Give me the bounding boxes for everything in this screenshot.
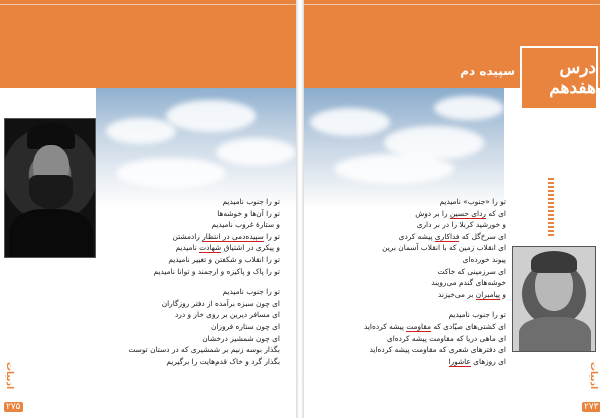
poem-line-text: تو را جنوب نامیدیم — [222, 287, 280, 297]
poem-line-text: ای سرخ‌گل که — [459, 231, 506, 241]
highlighted-phrase: ردای حسین — [449, 208, 486, 218]
poem-line-text: پیشه کرده‌اید — [363, 321, 407, 331]
poem-line — [120, 356, 280, 368]
poem-line — [120, 298, 280, 310]
poem-line — [330, 266, 506, 278]
right-cloud-image — [304, 88, 504, 208]
stanza-gap — [330, 300, 506, 309]
poem-line — [330, 289, 506, 301]
poem-line-text: نامیدیم — [175, 243, 200, 253]
poem-line-text: ای دفترهای شعری که مقاومت پیشه کرده‌اید — [369, 345, 506, 355]
poem-line-text: بر می‌خیزند — [438, 289, 476, 299]
poem-line — [330, 242, 506, 254]
poem-line-text: بگذار بوسه زنیم بر شمشیری که در دستان توست — [128, 345, 280, 355]
left-header-band — [0, 0, 296, 88]
poem-line-text: تو را جنوب نامیدیم — [222, 197, 280, 206]
poem-line — [120, 309, 280, 321]
left-cloud-image — [96, 88, 296, 208]
poem-line — [120, 242, 280, 254]
poem-line — [330, 208, 506, 220]
poem-line-text: تو را — [263, 231, 280, 241]
poem-line-text: و ستارهٔ غروب نامیدیم — [211, 220, 280, 230]
poem-line-text: ای ماهی دریا که مقاومت پیشه کرده‌ای — [386, 333, 506, 343]
decorative-dots — [548, 178, 554, 238]
poem-line — [330, 277, 506, 289]
poem-line — [120, 196, 280, 208]
poem-line — [330, 333, 506, 345]
highlighted-phrase: فداکاری — [434, 231, 460, 241]
poem-line — [330, 321, 506, 333]
right-page-number: ۲۷۳ — [584, 402, 599, 412]
right-side-marker: ادبیات — [588, 362, 598, 390]
poem-line — [330, 196, 506, 208]
poem-line-text: تو را آن‌ها و خوشه‌ها — [217, 208, 280, 218]
poem-line-text: ای چون ستاره فروزان — [210, 321, 280, 331]
poem-line-text: ای کشتی‌های صیّادی که — [431, 321, 506, 331]
poem-line-text: ای چون شمشیر درخشان — [202, 333, 280, 343]
poem-line-text: و پیکری در اشتیاق — [221, 243, 280, 253]
poem-line — [330, 356, 506, 368]
left-poem — [120, 196, 280, 367]
poem-line-text: خوشه‌های گندم می‌رویند — [431, 278, 506, 288]
poem-line — [120, 254, 280, 266]
right-portrait-image — [512, 246, 596, 352]
poem-line-text: و خورشید کربلا را در بر داری — [416, 220, 506, 230]
poem-line-text: تو را پاک و پاکیزه و ارجمند و توانا نامیدیم — [153, 266, 280, 276]
poem-line-text: ای چون سبزه برآمده از دفتر روزگاران — [161, 298, 280, 308]
book-gutter — [296, 0, 304, 418]
poem-line — [330, 344, 506, 356]
poem-line-text: ای که — [485, 208, 506, 218]
poem-line-text: پیشه کردی — [398, 231, 435, 241]
highlighted-phrase: پیامبران — [475, 289, 501, 299]
left-page-number: ۲۷۵ — [6, 402, 21, 412]
poem-line-text: رادمشتن — [172, 231, 203, 241]
left-side-marker: ادبیات — [4, 362, 14, 390]
poem-line — [330, 219, 506, 231]
poem-line — [120, 266, 280, 278]
poem-line — [120, 219, 280, 231]
poem-line-text: ای روزهای — [470, 356, 506, 366]
poem-line — [330, 231, 506, 243]
stanza-gap — [120, 277, 280, 286]
poem-line-text: را بر دوش — [415, 208, 450, 218]
poem-line-text: بگذار گرد و خاک قدم‌هایت را برگیریم — [166, 356, 280, 366]
poem-line-text: تو را جنوب نامیدیم — [448, 310, 506, 320]
poem-line — [120, 333, 280, 345]
poem-line — [330, 309, 506, 321]
lesson-label: درس هفدهم — [549, 58, 596, 98]
poem-line-text: ای سرزمینی که خاکت — [437, 266, 506, 276]
poem-line-text: و — [500, 289, 506, 299]
right-poem — [330, 196, 506, 367]
poem-line — [120, 344, 280, 356]
poem-line — [120, 286, 280, 298]
poem-line — [330, 254, 506, 266]
poem-line-text: تو را «جنوب» نامیدیم — [439, 197, 506, 206]
poem-line-text: تو را انقلاب و شکفتن و تغییر نامیدیم — [168, 254, 280, 264]
poem-line — [120, 321, 280, 333]
poem-line — [120, 231, 280, 243]
lesson-label-box — [520, 46, 598, 110]
highlighted-phrase: سپیده‌دمی در انتظار — [202, 231, 264, 241]
left-portrait-image — [4, 118, 96, 258]
highlighted-phrase: مقاومت — [406, 321, 431, 331]
poem-line-text: ای مسافر دیرین بر روی خار و درد — [175, 310, 280, 320]
highlighted-phrase: شهادت — [199, 243, 222, 253]
poem-line — [120, 208, 280, 220]
poem-line-text: ای انقلاب زمین که با انقلاب آسمان برین — [382, 243, 506, 253]
poem-line-text: پیوند خورده‌ای — [462, 254, 506, 264]
highlighted-phrase: عاشورا — [448, 356, 471, 366]
lesson-title: سپیده دم — [460, 64, 515, 78]
